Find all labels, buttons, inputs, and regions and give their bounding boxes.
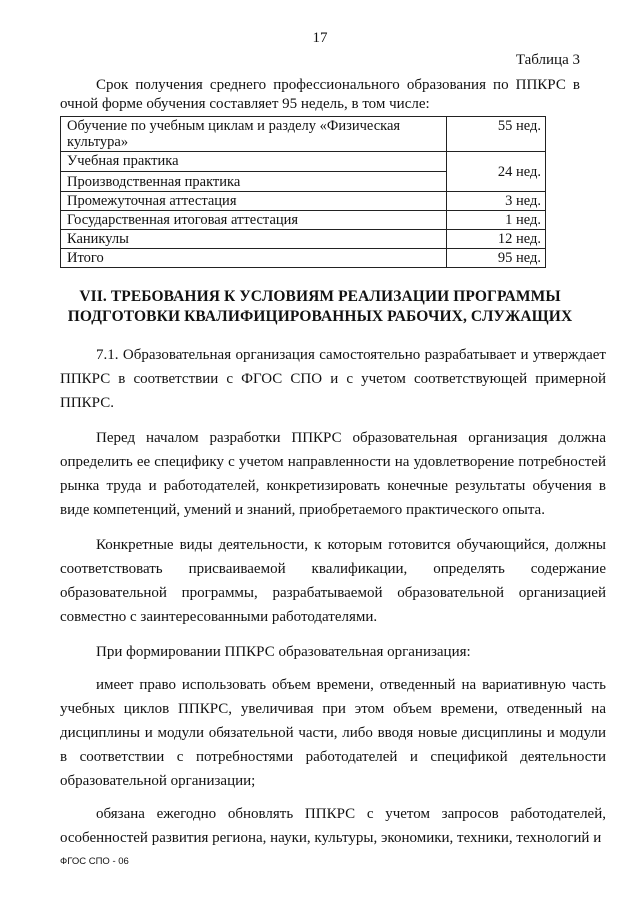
row-label-group — [61, 152, 447, 192]
study-duration-table — [60, 116, 546, 268]
table-row — [61, 192, 546, 211]
paragraph: 7.1. Образовательная организация самостоятельно разрабатывает и утверждает ППКРС в соответствии с ФГОС СПО и с учетом соответствующей примерной ППКРС. — [60, 347, 606, 411]
page-number: 17 — [312, 30, 328, 46]
table-row — [61, 211, 546, 230]
paragraph: Конкретные виды деятельности, к которым готовится обучающийся, должны соответствовать присваиваемой квалификации, определять содержание образовательной программы, разрабатываемой образовательной организацией совместно с заинтересованными работодателями. — [60, 537, 606, 625]
paragraph: При формировании ППКРС образовательная организация: — [96, 644, 471, 660]
paragraph: имеет право использовать объем времени, отведенный на вариативную часть учебных циклов ППКРС, увеличивая при этом объем времени, отведенный на дисциплины и модули обязательной части, либо вводя новые дисциплины и модули в соответствии с потребностями работодателей и спецификой деятельности образовательной организации; — [60, 677, 606, 789]
table-caption: Таблица 3 — [515, 52, 580, 68]
row-label: Производственная практика — [61, 171, 446, 190]
row-value: 95 нед. — [447, 249, 546, 268]
row-value: 55 нед. — [447, 117, 546, 152]
row-value: 3 нед. — [447, 192, 546, 211]
row-value: 24 нед. — [447, 152, 546, 192]
row-value: 12 нед. — [447, 230, 546, 249]
row-label: Каникулы — [61, 230, 447, 249]
section-heading-line: VII. ТРЕБОВАНИЯ К УСЛОВИЯМ РЕАЛИЗАЦИИ ПРОГРАММЫ — [79, 288, 561, 305]
paragraph: обязана ежегодно обновлять ППКРС с учетом запросов работодателей, особенностей развития региона, науки, культуры, экономики, техники, технологий и — [60, 806, 606, 846]
paragraph: Перед началом разработки ППКРС образовательная организация должна определить ее специфику с учетом направленности на удовлетворение потребностей рынка труда и работодателей, конкретизировать конечные результаты обучения в виде компетенций, умений и знаний, приобретаемого практического опыта. — [60, 430, 606, 518]
row-value: 1 нед. — [447, 211, 546, 230]
row-label: Учебная практика — [67, 153, 179, 169]
section-heading — [60, 287, 580, 327]
section-body — [60, 343, 606, 861]
section-heading-line: ПОДГОТОВКИ КВАЛИФИЦИРОВАННЫХ РАБОЧИХ, СЛУЖАЩИХ — [67, 308, 573, 325]
row-label: Обучение по учебным циклам и разделу «Физическая культура» — [61, 117, 447, 152]
intro-paragraph: Срок получения среднего профессионального образования по ППКРС в очной форме обучения составляет 95 недель, в том числе: — [60, 77, 580, 112]
table-row — [61, 117, 546, 152]
table-row — [61, 152, 546, 192]
row-label: Государственная итоговая аттестация — [61, 211, 447, 230]
row-label: Итого — [61, 249, 447, 268]
row-label: Промежуточная аттестация — [61, 192, 447, 211]
table-row — [61, 230, 546, 249]
table-row — [61, 249, 546, 268]
footer-document-code: ФГОС СПО - 06 — [60, 856, 129, 867]
